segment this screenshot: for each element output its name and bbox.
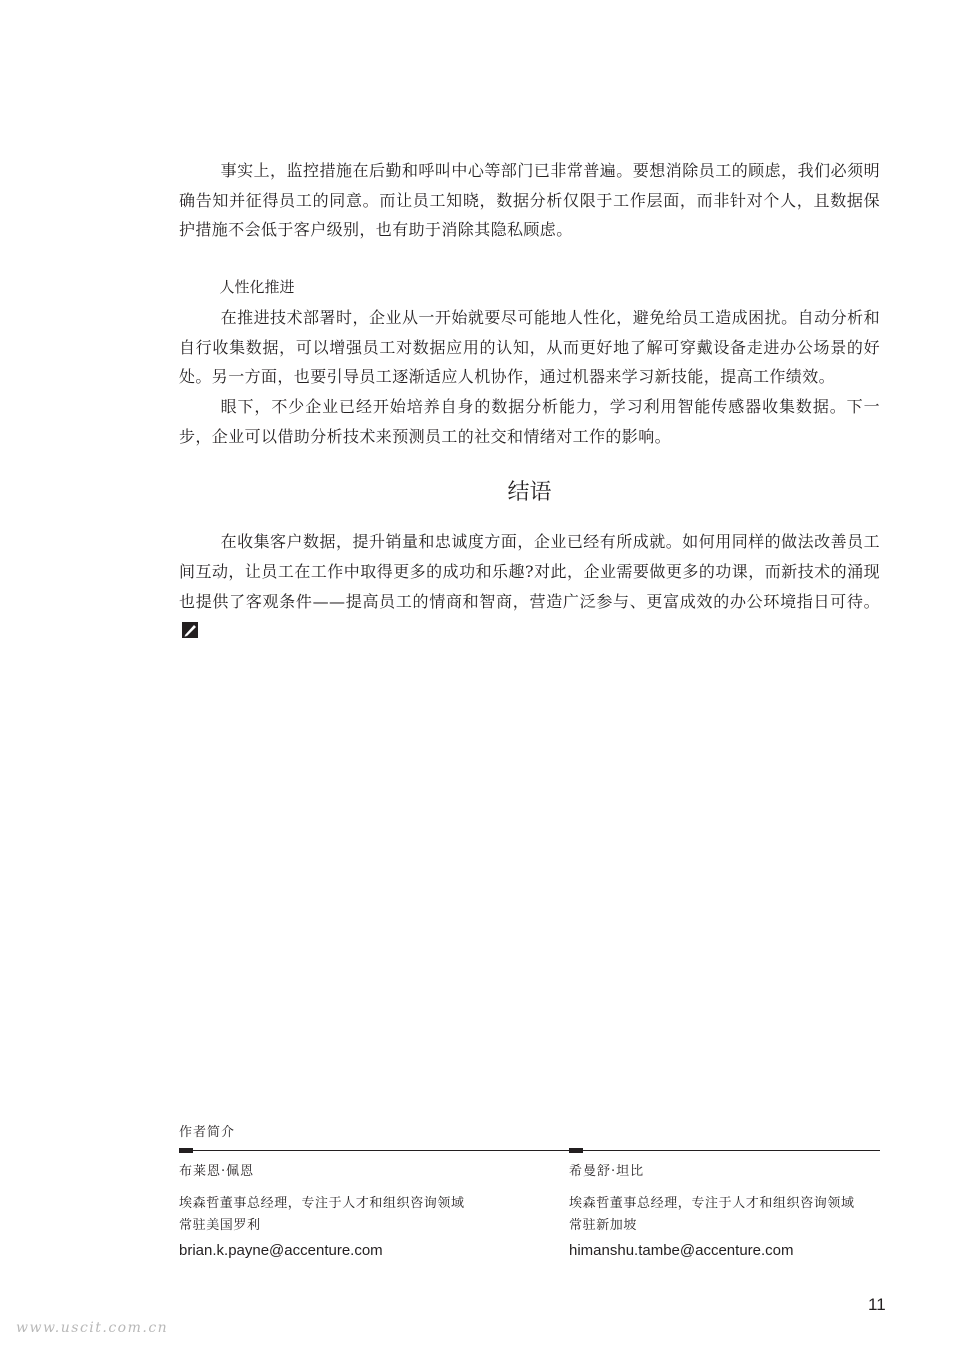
author-email: himanshu.tambe@accenture.com [569, 1242, 794, 1259]
page-number: 11 [868, 1295, 886, 1314]
divider-tab [179, 1148, 193, 1153]
watermark: www.uscit.com.cn [16, 1320, 169, 1336]
article-body [179, 156, 880, 646]
author-card [569, 1163, 880, 1263]
author-card [179, 1163, 569, 1263]
author-bio-title: 作者简介 [179, 1125, 236, 1140]
author-role: 埃森哲董事总经理，专注于人才和组织咨询领域 [569, 1196, 855, 1211]
paragraph-text: 在收集客户数据，提升销量和忠诚度方面，企业已经有所成就。如何用同样的做法改善员工间互动，让员工在工作中取得更多的成功和乐趣?对此，企业需要做更多的功课，而新技术的涌现也提供了客观条件——提高员工的情商和智商，营造广泛参与、更富成效的办公环境指日可待。 [179, 532, 880, 611]
author-bio-section [179, 1124, 880, 1263]
paragraph: 事实上，监控措施在后勤和呼叫中心等部门已非常普遍。要想消除员工的顾虑，我们必须明确告知并征得员工的同意。而让员工知晓，数据分析仅限于工作层面，而非针对个人，且数据保护措施不会低于客户级别，也有助于消除其隐私顾虑。 [179, 161, 880, 240]
author-divider [179, 1150, 880, 1153]
author-location: 常驻新加坡 [569, 1218, 638, 1233]
author-name: 布莱恩·佩恩 [179, 1164, 255, 1179]
author-email: brian.k.payne@accenture.com [179, 1242, 383, 1259]
section-title: 结语 [507, 480, 552, 506]
paragraph: 眼下，不少企业已经开始培养自身的数据分析能力，学习利用智能传感器收集数据。下一步，企业可以借助分析技术来预测员工的社交和情绪对工作的影响。 [179, 396, 880, 446]
subheading: 人性化推进 [219, 278, 295, 297]
divider-tab [569, 1148, 583, 1153]
paragraph: 在推进技术部署时，企业从一开始就要尽可能地人性化，避免给员工造成困扰。自动分析和自行收集数据，可以增强员工对数据应用的认知，从而更好地了解可穿戴设备走进办公场景的好处。另一方面，也要引导员工逐渐适应人机协作，通过机器来学习新技能，提高工作绩效。 [179, 307, 880, 387]
author-location: 常驻美国罗利 [179, 1218, 261, 1233]
author-role: 埃森哲董事总经理，专注于人才和组织咨询领域 [179, 1196, 465, 1211]
author-name: 希曼舒·坦比 [569, 1164, 645, 1179]
article-end-icon [182, 622, 198, 638]
paragraph [179, 527, 880, 646]
